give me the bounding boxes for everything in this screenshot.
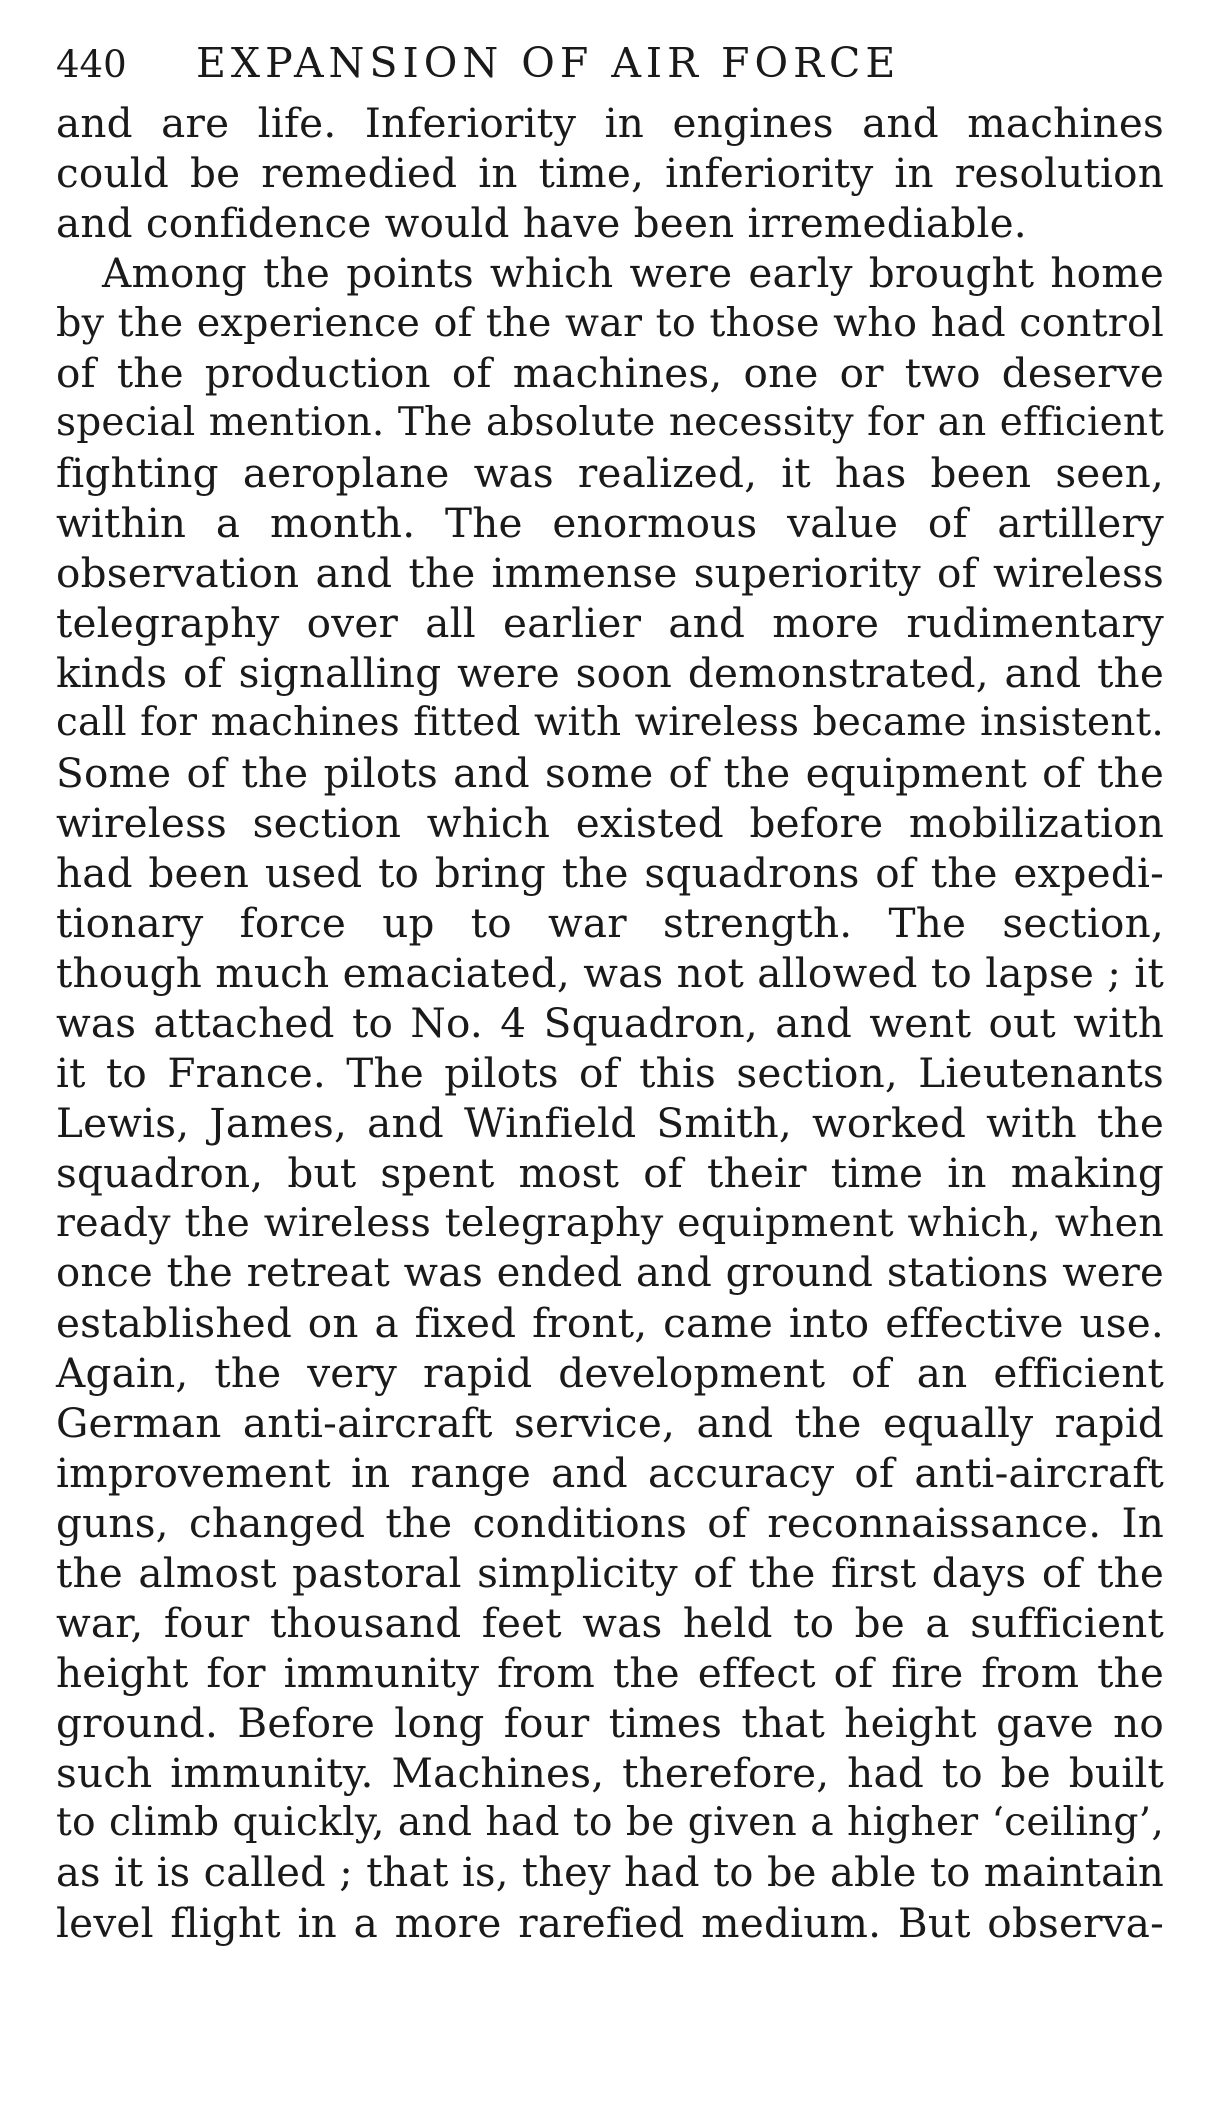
text-line: squadron, but spent most of their time in making — [56, 1149, 1164, 1197]
text-line: observation and the immense superiority of wireless — [56, 549, 1164, 597]
text-line: of the production of machines, one or two deserve — [56, 349, 1164, 397]
text-line: Among the points which were early brought home — [102, 249, 1164, 297]
book-page — [56, 28, 1164, 1948]
text-line: special mention. The absolute necessity for an efficient — [56, 400, 1164, 445]
text-line: it to France. The pilots of this section, Lieutenants — [56, 1049, 1164, 1097]
text-line: ground. Before long four times that height gave no — [56, 1699, 1164, 1747]
chapter-title: EXPANSION OF AIR FORCE — [196, 39, 901, 87]
text-line: as it is called ; that is, they had to be able to maintain — [56, 1850, 1164, 1896]
text-line: had been used to bring the squadrons of the expedi- — [56, 849, 1164, 897]
text-line: by the experience of the war to those who had control — [56, 300, 1164, 346]
text-line: fighting aeroplane was realized, it has been seen, — [56, 449, 1164, 497]
text-line: telegraphy over all earlier and more rudimentary — [56, 599, 1164, 647]
text-line: Lewis, James, and Winfield Smith, worked with the — [56, 1099, 1164, 1147]
text-line: improvement in range and accuracy of anti-aircraft — [56, 1449, 1164, 1497]
text-line: call for machines fitted with wireless became insistent. — [56, 700, 1164, 745]
text-line: kinds of signalling were soon demonstrated, and the — [56, 649, 1164, 697]
text-line: wireless section which existed before mobilization — [56, 799, 1164, 847]
text-line: though much emaciated, was not allowed to lapse ; it — [56, 949, 1164, 997]
text-line: Again, the very rapid development of an efficient — [56, 1349, 1164, 1397]
text-line: height for immunity from the effect of fire from the — [56, 1649, 1164, 1697]
text-line: the almost pastoral simplicity of the first days of the — [56, 1549, 1164, 1597]
text-line: guns, changed the conditions of reconnaissance. In — [56, 1499, 1164, 1547]
page-number: 440 — [56, 43, 127, 86]
paragraph-2 — [56, 248, 1164, 1948]
text-line: war, four thousand feet was held to be a sufficient — [56, 1599, 1164, 1647]
text-line: to climb quickly, and had to be given a higher ‘ceiling’, — [56, 1800, 1164, 1845]
text-line: could be remedied in time, inferiority in resolution — [56, 149, 1164, 197]
running-head — [56, 28, 1164, 98]
text-line: within a month. The enormous value of artillery — [56, 499, 1164, 547]
text-line: level flight in a more rarefied medium. But observa- — [56, 1899, 1164, 1947]
text-line: was attached to No. 4 Squadron, and went out with — [56, 999, 1164, 1047]
text-line: such immunity. Machines, therefore, had to be built — [56, 1749, 1164, 1797]
text-line: German anti-aircraft service, and the equally rapid — [56, 1399, 1164, 1447]
text-line: tionary force up to war strength. The section, — [56, 899, 1164, 947]
text-line: ready the wireless telegraphy equipment which, when — [56, 1200, 1164, 1246]
text-line: Some of the pilots and some of the equipment of the — [56, 749, 1164, 797]
body-text — [56, 98, 1164, 1948]
text-line: and are life. Inferiority in engines and machines — [56, 99, 1164, 147]
text-line: and confidence would have been irremediable. — [56, 199, 1027, 247]
paragraph-1 — [56, 98, 1164, 248]
text-line: once the retreat was ended and ground stations were — [56, 1250, 1164, 1296]
text-line: established on a fixed front, came into effective use. — [56, 1299, 1164, 1347]
